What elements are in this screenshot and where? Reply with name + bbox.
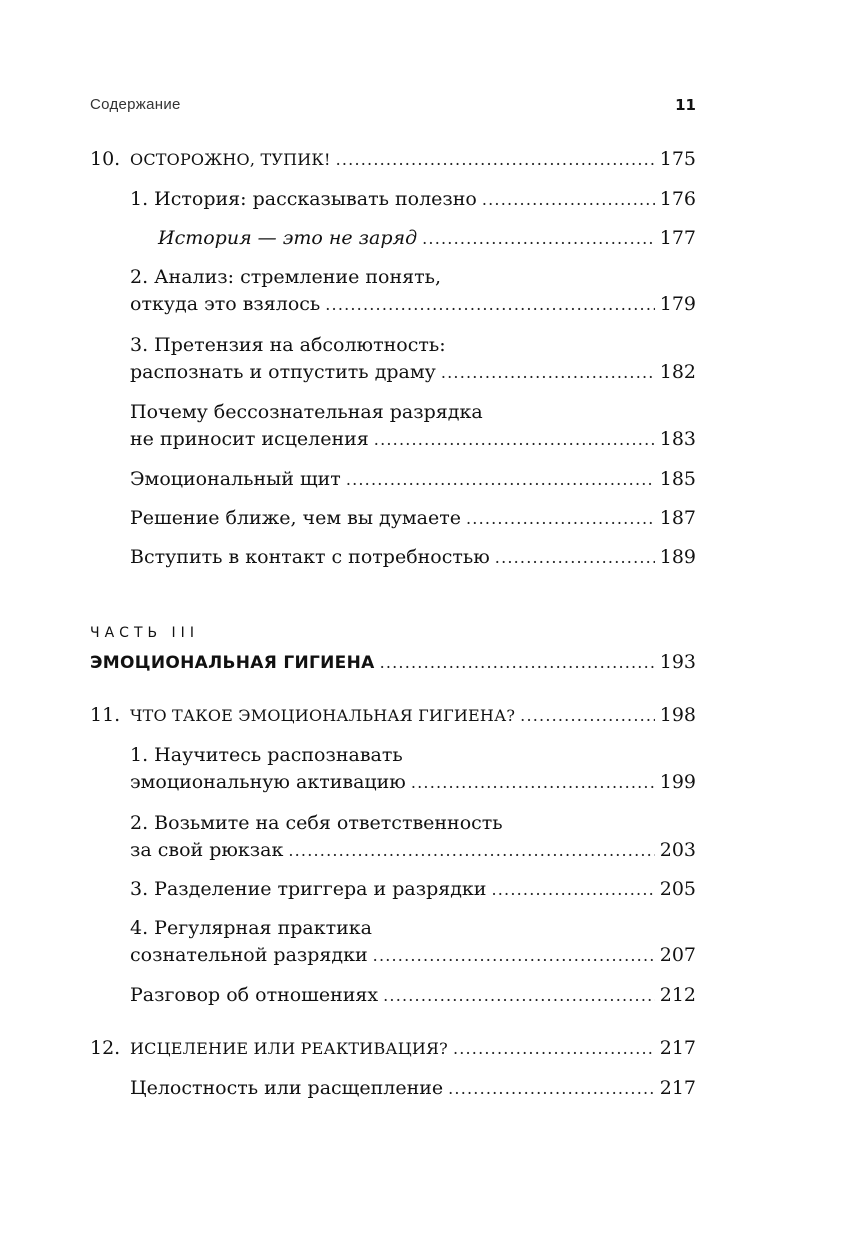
- dot-leader: [466, 507, 655, 529]
- toc-entry-title-cont: сознательной разрядки: [130, 944, 368, 966]
- toc-entry-title: История — это не заряд: [158, 227, 418, 249]
- chapter-title: ОСТОРОЖНО, ТУПИК!: [130, 150, 331, 169]
- toc-entry-title: Вступить в контакт с потребностью: [130, 546, 490, 568]
- toc-entry[interactable]: [130, 878, 696, 908]
- chapter-title: ИСЦЕЛЕНИЕ ИЛИ РЕАКТИВАЦИЯ?: [130, 1039, 448, 1058]
- toc-page: 179: [659, 293, 696, 315]
- dot-leader: [288, 839, 654, 861]
- toc-chapter-12[interactable]: [90, 1037, 696, 1067]
- part-title: ЭМОЦИОНАЛЬНАЯ ГИГИЕНА: [90, 653, 375, 673]
- running-header-title: Содержание: [90, 96, 181, 113]
- toc-page: 205: [659, 878, 696, 900]
- toc-page: 207: [659, 944, 696, 966]
- toc-entry-title: 1. Научитесь распознавать: [130, 744, 403, 766]
- toc-entry-title: 2. Возьмите на себя ответственность: [130, 812, 503, 834]
- toc-entry-title: 3. Разделение триггера и разрядки: [130, 878, 487, 900]
- toc-page: 199: [659, 771, 696, 793]
- dot-leader: [520, 704, 655, 726]
- toc-page: 176: [659, 188, 696, 210]
- chapter-number: 10.: [90, 148, 121, 170]
- toc-entry-title: 3. Претензия на абсолютность:: [130, 334, 446, 356]
- dot-leader: [336, 148, 655, 170]
- toc-page: 217: [659, 1037, 696, 1059]
- toc-page: 177: [659, 227, 696, 249]
- chapter-number: 11.: [90, 704, 121, 726]
- dot-leader: [373, 944, 655, 966]
- dot-leader: [441, 361, 655, 383]
- toc-entry[interactable]: [130, 293, 696, 323]
- chapter-title: ЧТО ТАКОЕ ЭМОЦИОНАЛЬНАЯ ГИГИЕНА?: [130, 706, 516, 725]
- dot-leader: [491, 878, 654, 900]
- toc-page: 212: [659, 984, 696, 1006]
- toc-entry[interactable]: [130, 546, 696, 576]
- toc-entry-title: Эмоциональный щит: [130, 468, 341, 490]
- toc-page: 175: [659, 148, 696, 170]
- toc-entry-title: 1. История: рассказывать полезно: [130, 188, 477, 210]
- toc-page: 189: [659, 546, 696, 568]
- toc-page: 183: [659, 428, 696, 450]
- toc-entry[interactable]: [130, 839, 696, 869]
- toc-entry-title: Решение ближе, чем вы думаете: [130, 507, 461, 529]
- dot-leader: [325, 293, 654, 315]
- part-label: ЧАСТЬ III: [90, 625, 199, 641]
- toc-page: 182: [659, 361, 696, 383]
- dot-leader: [448, 1077, 655, 1099]
- toc-entry-title: 4. Регулярная практика: [130, 917, 372, 939]
- dot-leader: [374, 428, 655, 450]
- dot-leader: [495, 546, 655, 568]
- toc-page: 185: [659, 468, 696, 490]
- chapter-number: 12.: [90, 1037, 121, 1059]
- toc-entry[interactable]: [130, 507, 696, 537]
- dot-leader: [453, 1037, 655, 1059]
- toc-entry-title: Почему бессознательная разрядка: [130, 401, 483, 423]
- toc-entry-title-cont: распознать и отпустить драму: [130, 361, 436, 383]
- toc-entry[interactable]: [130, 188, 696, 218]
- toc-chapter-11[interactable]: [90, 704, 696, 734]
- toc-entry[interactable]: [130, 428, 696, 458]
- dot-leader: [422, 227, 655, 249]
- toc-page: 193: [659, 651, 696, 673]
- toc-page: 198: [659, 704, 696, 726]
- toc-entry-title: 2. Анализ: стремление понять,: [130, 266, 441, 288]
- toc-page: 187: [659, 507, 696, 529]
- toc-entry-title-cont: откуда это взялось: [130, 293, 321, 315]
- dot-leader: [411, 771, 655, 793]
- toc-part-3[interactable]: [90, 651, 696, 681]
- toc-entry-title-cont: не приносит исцеления: [130, 428, 369, 450]
- dot-leader: [346, 468, 655, 490]
- toc-page: 203: [659, 839, 696, 861]
- toc-entry-title: Разговор об отношениях: [130, 984, 379, 1006]
- dot-leader: [482, 188, 655, 210]
- toc-entry[interactable]: [158, 227, 696, 257]
- dot-leader: [383, 984, 655, 1006]
- toc-entry[interactable]: [130, 944, 696, 974]
- toc-entry[interactable]: [130, 1077, 696, 1107]
- toc-entry-title-cont: эмоциональную активацию: [130, 771, 406, 793]
- toc-entry[interactable]: [130, 361, 696, 391]
- toc-entry[interactable]: [130, 984, 696, 1014]
- page-number: 11: [675, 96, 696, 114]
- toc-page: 217: [659, 1077, 696, 1099]
- dot-leader: [380, 651, 655, 673]
- toc-entry[interactable]: [130, 771, 696, 801]
- toc-entry[interactable]: [130, 468, 696, 498]
- toc-entry-title-cont: за свой рюкзак: [130, 839, 284, 861]
- toc-chapter-10[interactable]: [90, 148, 696, 178]
- toc-entry-title: Целостность или расщепление: [130, 1077, 444, 1099]
